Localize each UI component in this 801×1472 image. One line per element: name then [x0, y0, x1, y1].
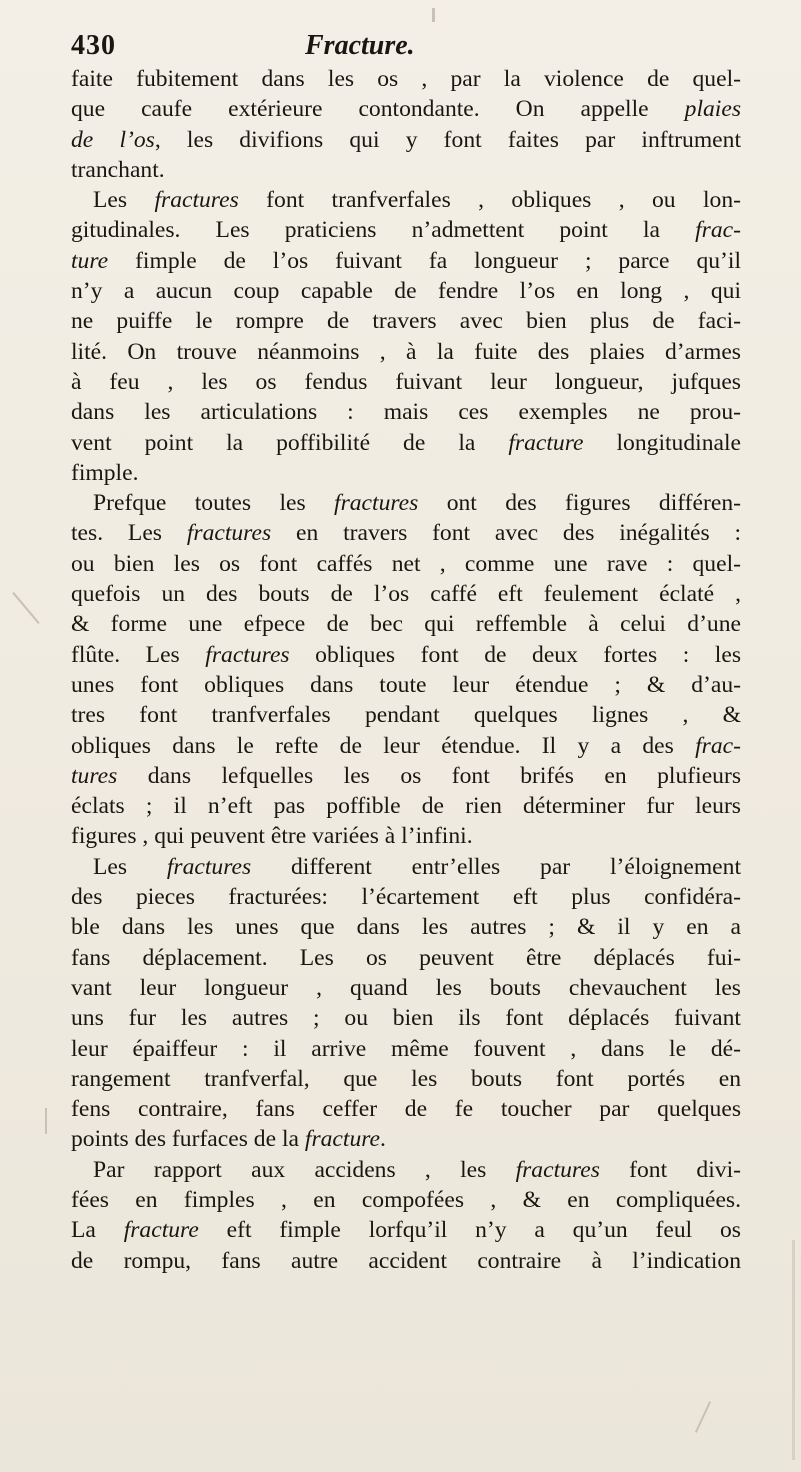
text-line: que caufe extérieure contondante. On appelle plaies: [71, 96, 741, 123]
running-head: Fracture.: [305, 30, 415, 61]
text-line: ou bien les os font caffés net , comme une rave : quel-: [71, 550, 741, 577]
text-line: Les fractures different entr’elles par l’éloignement: [93, 853, 741, 880]
text-line: leur épaiffeur : il arrive même fouvent , dans le dé-: [71, 1035, 741, 1062]
text-line: tures dans lefquelles les os font brifés en plufieurs: [71, 762, 741, 789]
text-line: rangement tranfverfal, que les bouts font portés en: [71, 1065, 741, 1092]
text-line: vant leur longueur , quand les bouts chevauchent les: [71, 974, 741, 1001]
text-line: quefois un des bouts de l’os caffé eft feulement éclaté ,: [71, 581, 741, 608]
text-line: n’y a aucun coup capable de fendre l’os en long , qui: [71, 278, 741, 305]
text-line: points des furfaces de la fracture.: [71, 1126, 386, 1153]
text-line: ture fimple de l’os fuivant fa longueur ; parce qu’il: [71, 247, 741, 274]
text-line: fimple.: [71, 459, 139, 486]
text-line: fans déplacement. Les os peuvent être déplacés fui-: [71, 944, 741, 971]
text-line: Prefque toutes les fractures ont des figures différen-: [93, 490, 741, 517]
text-line: ble dans les unes que dans les autres ; & il y en a: [71, 914, 741, 941]
text-line: gitudinales. Les praticiens n’admettent point la frac-: [71, 217, 741, 244]
text-line: tres font tranfverfales pendant quelques lignes , &: [71, 702, 741, 729]
text-line: faite fubitement dans les os , par la violence de quel-: [71, 66, 741, 92]
text-line: des pieces fracturées: l’écartement eft plus confidéra-: [71, 884, 741, 911]
page-smudge: [792, 1240, 795, 1460]
text-line: de l’os, les divifions qui y font faites par inftrument: [71, 126, 741, 153]
page-body: [71, 64, 741, 1276]
text-line: lité. On trouve néanmoins , à la fuite des plaies d’armes: [71, 338, 741, 365]
text-line: éclats ; il n’eft pas poffible de rien déterminer fur leurs: [71, 793, 741, 820]
text-line: tranchant.: [71, 156, 165, 183]
page-smudge: [432, 8, 435, 22]
text-line: de rompu, fans autre accident contraire à l’indication: [71, 1247, 741, 1274]
text-line: tes. Les fractures en travers font avec des inégalités :: [71, 520, 741, 547]
page-number: 430: [71, 30, 116, 61]
text-line: Les fractures font tranfverfales , obliques , ou lon-: [93, 187, 741, 214]
text-line: fées en fimples , en compofées , & en compliquées.: [71, 1186, 741, 1213]
text-line: à feu , les os fendus fuivant leur longueur, jufques: [71, 368, 741, 395]
text-line: flûte. Les fractures obliques font de deux fortes : les: [71, 641, 741, 668]
text-line: fens contraire, fans ceffer de fe toucher par quelques: [71, 1096, 741, 1123]
page-smudge: [45, 1108, 47, 1134]
text-line: La fracture eft fimple lorfqu’il n’y a qu’un feul os: [71, 1217, 741, 1244]
page-header: [71, 30, 731, 64]
text-line: uns fur les autres ; ou bien ils font déplacés fuivant: [71, 1005, 741, 1032]
text-line: ne puiffe le rompre de travers avec bien plus de faci-: [71, 308, 741, 335]
page-smudge: [12, 592, 39, 624]
text-line: dans les articulations : mais ces exemples ne prou-: [71, 399, 741, 426]
page-smudge: [695, 1401, 711, 1433]
text-line: unes font obliques dans toute leur étendue ; & d’au-: [71, 671, 741, 698]
text-line: figures , qui peuvent être variées à l’infini.: [71, 823, 473, 850]
text-line: Par rapport aux accidens , les fractures font divi-: [93, 1156, 741, 1183]
text-line: obliques dans le refte de leur étendue. Il y a des frac-: [71, 732, 741, 759]
text-line: vent point la poffibilité de la fracture longitudinale: [71, 429, 741, 456]
text-line: & forme une efpece de bec qui reffemble à celui d’une: [71, 611, 741, 638]
